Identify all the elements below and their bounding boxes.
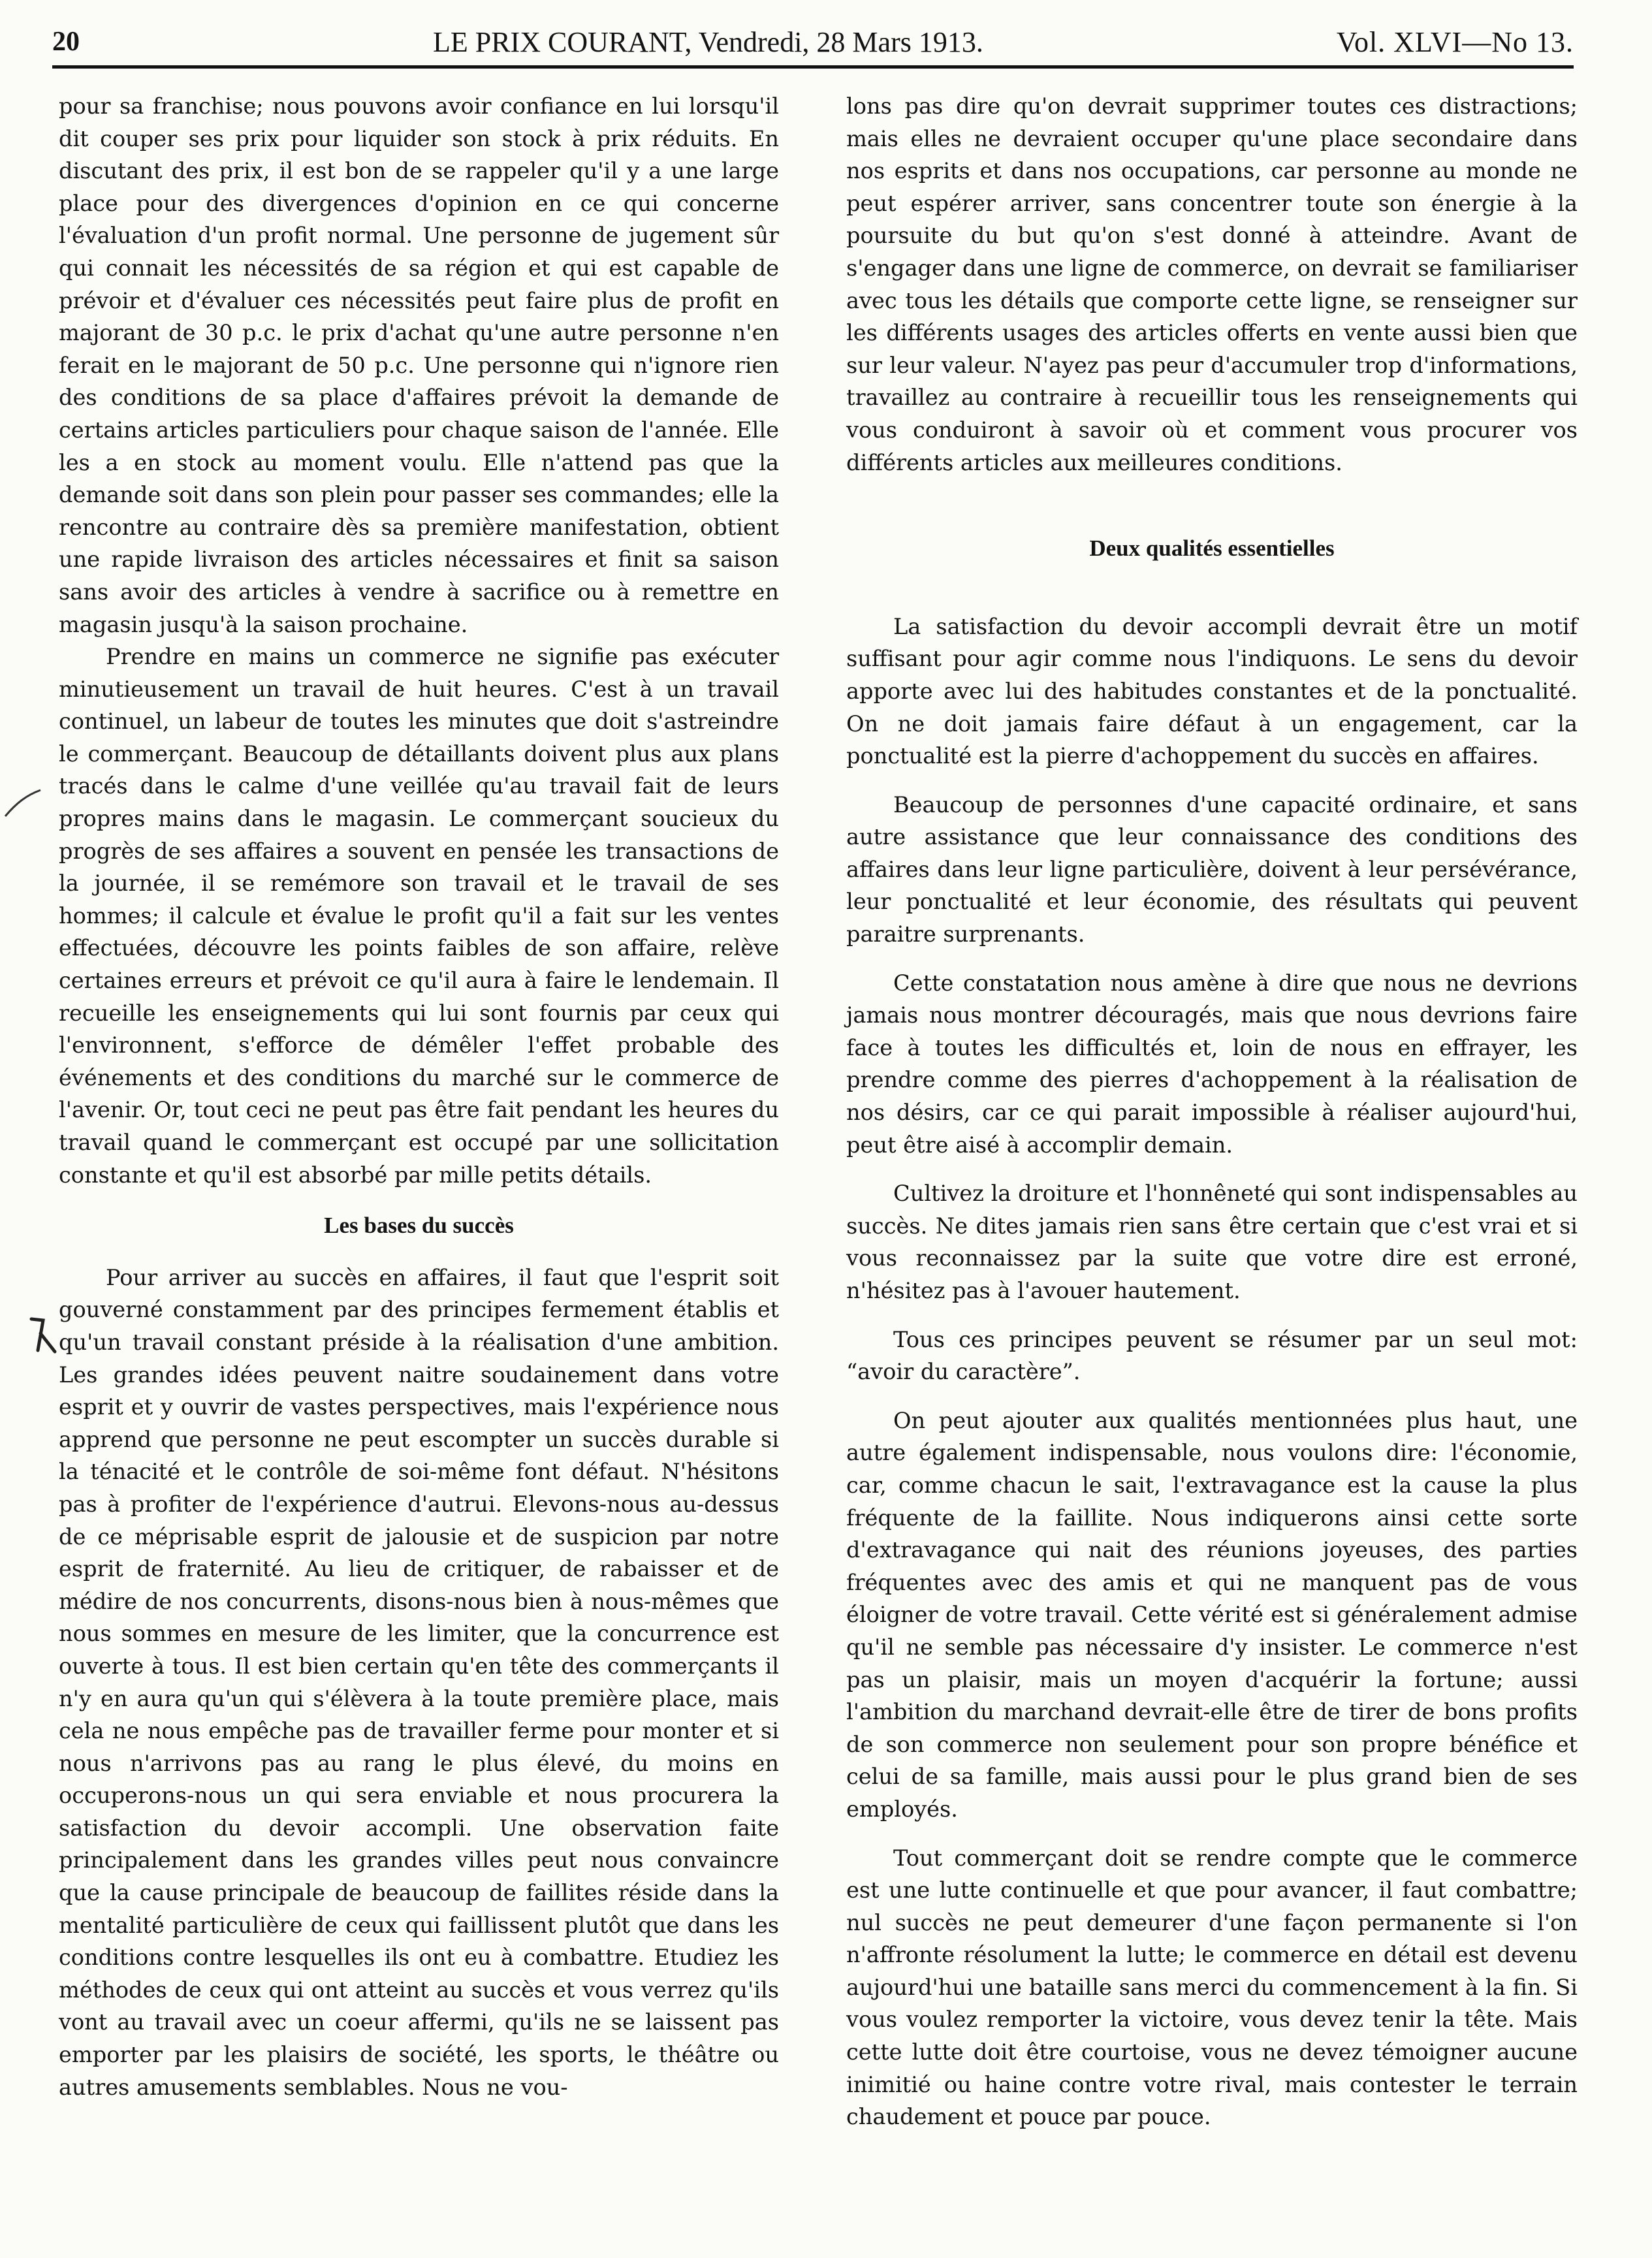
header-rule — [52, 65, 1574, 69]
right-paragraph-2: La satisfaction du devoir accompli devrait être un motif suffisant pour agir comme nous l'indiquons. Le sens du devoir apporte avec lui des habitudes constantes et de la ponctualité. On ne doit jamais faire défaut à un engagement, car la ponctualité est la pierre d'achoppement du succès en affaires. — [846, 613, 1578, 769]
left-paragraph-3: Pour arriver au succès en affaires, il faut que l'esprit soit gouverné constamment par des principes fermement établis et qu'un travail constant préside à la réalisation d'une ambition. Les grandes idées peuvent naitre soudainement dans votre esprit et y ouvrir de vastes perspectives, mais l'expérience nous apprend que personne ne peut escompter un succès durable si la ténacité et le contrôle de soi-même font défaut. N'hésitons pas à profiter de l'expérience d'autrui. Elevons-nous au-dessus de ce méprisable esprit de jalousie et de suspicion par notre esprit de fraternité. Au lieu de critiquer, de rabaisser et de médire de nos concurrents, disons-nous bien à nous-mêmes que nous sommes en mesure de les limiter, que la concurrence est ouverte à tous. Il est bien certain qu'en tête des commerçants il n'y en aura qu'un qui s'élèvera à la toute première place, mais cela ne nous empêche pas de travailler ferme pour monter et si nous n'arrivons pas au rang le plus élevé, du moins en occuperons-nous un qui sera enviable et nous procurera la satisfaction du devoir accompli. Une observation faite principalement dans les grandes villes peut nous convaincre que la cause principale de beaucoup de faillites réside dans la mentalité particulière de ceux qui faillissent plutôt que dans les conditions contre lesquelles ils ont eu à combattre. Etudiez les méthodes de ceux qui ont atteint au succès et vous verrez qu'ils vont au travail avec un coeur affermi, qu'ils ne se laissent pas emporter par les plaisirs de société, les sports, le théâtre ou autres amusements semblables. Nous ne vou- — [59, 1264, 779, 2100]
page-number: 20 — [52, 27, 80, 57]
right-paragraph-8: Tout commerçant doit se rendre compte que le commerce est une lutte continuelle et que pour avancer, il faut combattre; nul succès ne peut demeurer d'une façon permanente si l'on n'affronte résolument la lutte; le commerce en détail est devenu aujourd'hui une bataille sans merci du commencement à la fin. Si vous voulez remporter la victoire, vous devez tenir la tête. Mais cette lutte doit être courtoise, vous ne devez témoigner aucune inimitié ou haine contre votre rival, mais contester le terrain chaudement et pouce par pouce. — [846, 1845, 1578, 2130]
right-paragraph-6: Tous ces principes peuvent se résumer par un seul mot: “avoir du caractère”. — [846, 1326, 1578, 1385]
right-paragraph-7: On peut ajouter aux qualités mentionnées plus haut, une autre également indispensable, nous voulons dire: l'économie, car, comme chacun le sait, l'extravagance est la cause la plus fréquente de la faillite. Nous indiquerons ainsi cette sorte d'extravagance qui nait des réunions joyeuses, des parties fréquentes avec des amis et qui ne manquent pas de vous éloigner de votre travail. Cette vérité est si généralement admise qu'il ne semble pas nécessaire d'y insister. Le commerce n'est pas un plaisir, mais un moyen d'acquérir la fortune; aussi l'ambition du marchand devrait-elle être de tirer de bons profits de son commerce non seulement pour son propre bénéfice et celui de sa famille, mais aussi pour le plus grand bien de ses employés. — [846, 1407, 1578, 1822]
volume-number: Vol. XLVI—No 13. — [1336, 25, 1574, 58]
left-paragraph-1: pour sa franchise; nous pouvons avoir confiance en lui lorsqu'il dit couper ses prix pour liquider son stock à prix réduits. En discutant des prix, il est bon de se rappeler qu'il y a une large place pour des divergences d'opinion en ce qui concerne l'évaluation d'un profit normal. Une personne de jugement sûr qui connait les nécessités de sa région et qui est capable de prévoir et d'évaluer ces nécessités peut faire plus de profit en majorant de 30 p.c. le prix d'achat qu'une autre personne n'en ferait en le majorant de 50 p.c. Une personne qui n'ignore rien des conditions de sa place d'affaires prévoit la demande de certains articles particuliers pour chaque saison de l'année. Elle les a en stock au moment voulu. Elle n'attend pas que la demande soit dans son plein pour passer ses commandes; elle la rencontre au contraire dès sa première manifestation, obtient une rapide livraison des articles nécessaires et finit sa saison sans avoir des articles à vendre à sacrifice ou à remettre en magasin jusqu'à la saison prochaine. — [59, 93, 779, 637]
margin-pencil-mark — [0, 784, 46, 823]
left-paragraph-2: Prendre en mains un commerce ne signifie pas exécuter minutieusement un travail de huit heures. C'est à un travail continuel, un labeur de toutes les minutes que doit s'astreindre le commerçant. Beaucoup de détaillants doivent plus aux plans tracés dans le calme d'une veillée qu'au travail fait de leurs propres mains dans le magasin. Le commerçant soucieux du progrès de ses affaires a souvent en pensée les transactions de la journée, il se remémore son travail et le travail de ses hommes; il calcule et évalue le profit qu'il a fait sur les ventes effectuées, découvre les points faibles de son affaire, relève certaines erreurs et prévoit ce qu'il aura à faire le lendemain. Il recueille les enseignements qui lui sont fournis par ceux qui l'environnent, s'efforce de démêler l'effet probable des événements et des conditions du marché sur le commerce de l'avenir. Or, tout ceci ne peut pas être fait pendant les heures du travail quand le commerçant est occupé par une sollicitation constante et qu'il est absorbé par mille petits détails. — [59, 644, 779, 1188]
right-paragraph-3: Beaucoup de personnes d'une capacité ordinaire, et sans autre assistance que leur connaissance des conditions des affaires dans leur ligne particulière, doivent à leur persévérance, leur ponctualité et leur économie, des résultats qui peuvent paraitre surprenants. — [846, 791, 1578, 947]
right-paragraph-4: Cette constatation nous amène à dire que nous ne devrions jamais nous montrer découragés, mais que nous devrions faire face à toutes les difficultés et, loin de nous en effrayer, les prendre comme des pierres d'achoppement à la réalisation de nos désirs, car ce qui parait impossible à réaliser aujourd'hui, peut être aisé à accomplir demain. — [846, 970, 1578, 1158]
margin-handwritten-mark — [24, 1312, 63, 1358]
right-column — [846, 90, 1578, 2150]
right-paragraph-1: lons pas dire qu'on devrait supprimer toutes ces distractions; mais elles ne devraient occuper qu'une place secondaire dans nos esprits et dans nos occupations, car personne au monde ne peut espérer arriver, sans concentrer toute son énergie à la poursuite du but qu'on s'est donné à atteindre. Avant de s'engager dans une ligne de commerce, on devrait se familiariser avec tous les détails que comporte cette ligne, se renseigner sur les différents usages des articles offerts en vente aussi bien que sur leur valeur. N'ayez pas peur d'accumuler trop d'informations, travaillez au contraire à recueillir tous les renseignements qui vous conduiront à savoir où et comment vous procurer vos différents articles aux meilleures conditions. — [846, 93, 1578, 475]
page-header — [52, 18, 1574, 65]
right-paragraph-5: Cultivez la droiture et l'honnêneté qui sont indispensables au succès. Ne dites jamais rien sans être certain que c'est vrai et si vous reconnaissez par la suite que votre dire est erroné, n'hésitez pas à l'avouer hautement. — [846, 1181, 1578, 1303]
section-heading-deux-qualites: Deux qualités essentielles — [1089, 535, 1335, 562]
publication-title: LE PRIX COURANT, Vendredi, 28 Mars 1913. — [432, 25, 983, 58]
section-heading-bases-du-succes: Les bases du succès — [324, 1213, 514, 1239]
left-column — [59, 90, 779, 2103]
